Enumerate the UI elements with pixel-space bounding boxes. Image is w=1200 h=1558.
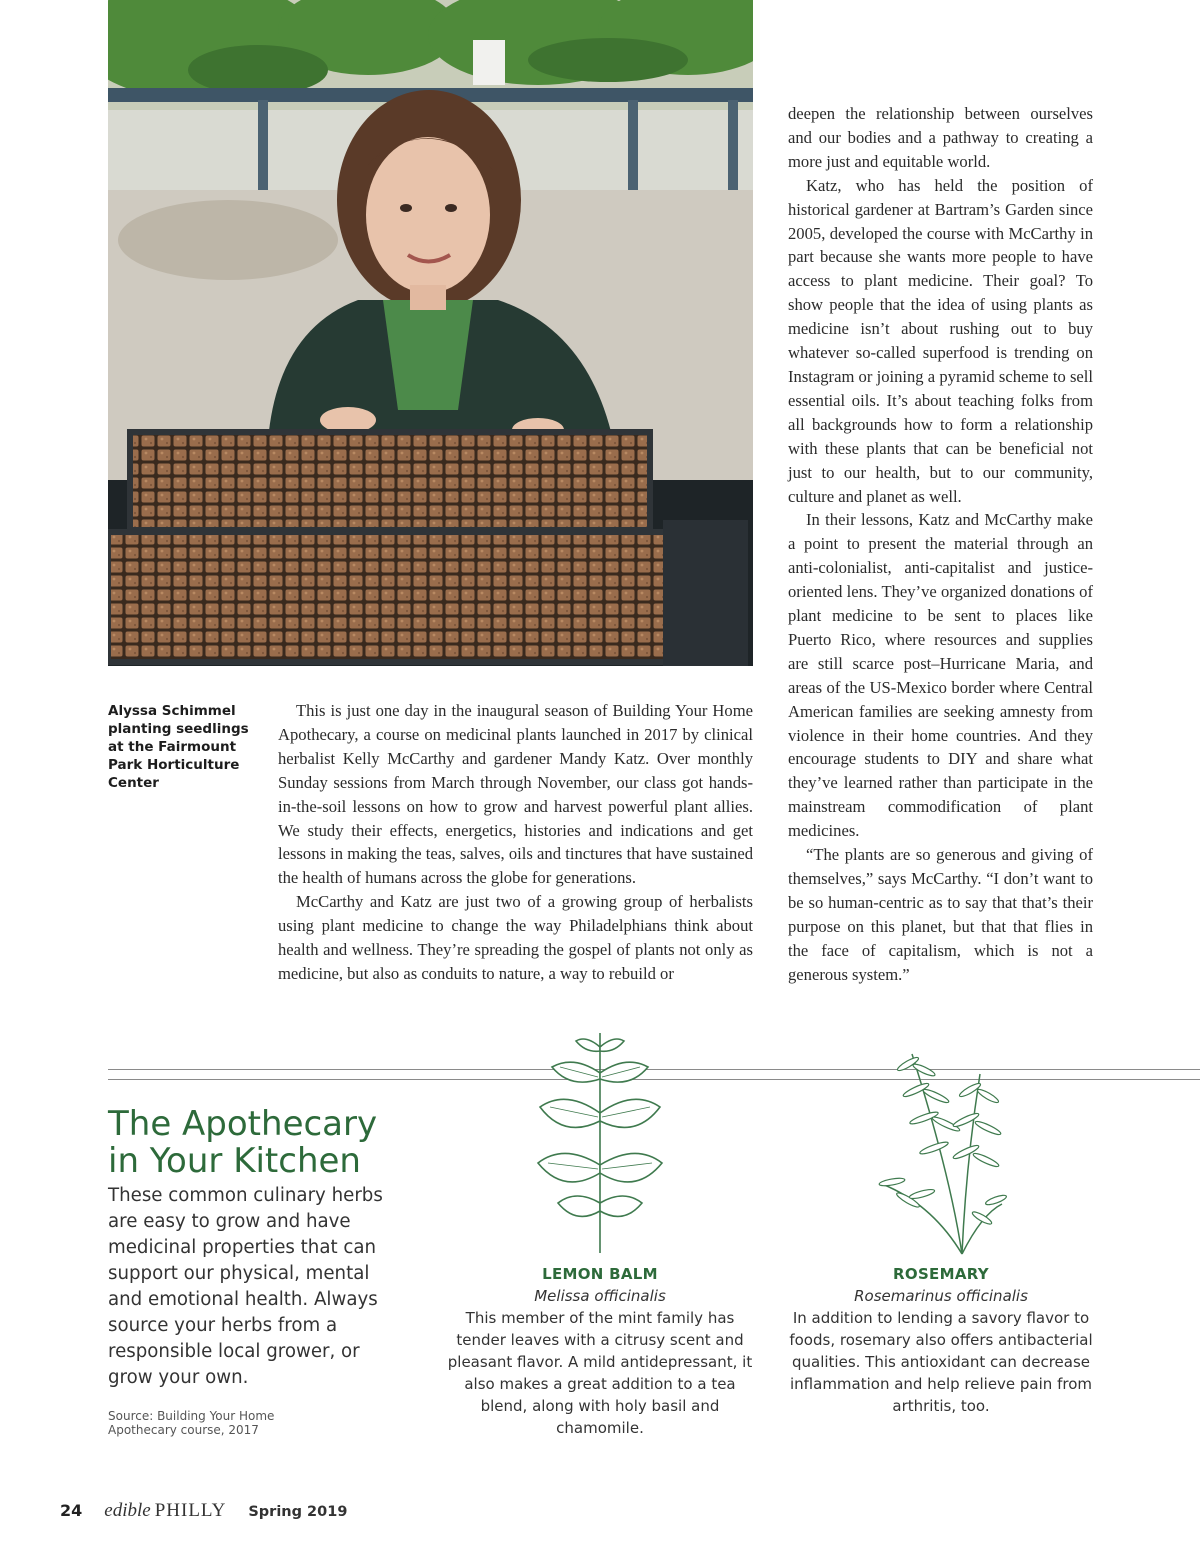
article-column-right: [788, 102, 1093, 987]
publication-name-caps: PHILLY: [154, 1500, 227, 1521]
herb-card-rosemary: [786, 1264, 1096, 1417]
article-paragraph: This is just one day in the inaugural season of Building Your Home Apothecary, a course on medicinal plants launched in 2017 by clinical herbalist Kelly McCarthy and gardener Mandy Katz. Over monthly Sunday sessions from March through November, our class got hands-in-the-soil lessons on how to grow and harvest powerful plant allies. We study their effects, energetics, histories and indications and get lessons in making the teas, salves, oils and tinctures that have sustained the health of humans across the globe for generations.: [278, 701, 753, 888]
herb-card-lemon-balm: [445, 1264, 755, 1439]
article-paragraph: Katz, who has held the position of historical gardener at Bartram’s Garden since 2005, developed the course with McCarthy in part because she wants more people to have access to plant medicine. Their goal? To show people that the idea of using plants as medicine isn’t about rushing out to buy whatever so-called superfood is trending on Instagram or joining a pyramid scheme to sell essential oils. It’s about teaching folks from all backgrounds how to form a relationship with these plants that can be beneficial not just to our health, but to our community, culture and planet as well.: [788, 175, 1093, 506]
source-line: Apothecary course, 2017: [108, 1423, 259, 1437]
herb-description: This member of the mint family has tender leaves with a citrusy scent and pleasant flavor. A mild antidepressant, it also makes a great addition to a tea blend, along with holy basil and chamomile.: [447, 1309, 753, 1437]
lemon-balm-illustration: [530, 1027, 670, 1255]
herb-latin-name: Melissa officinalis: [534, 1287, 666, 1305]
sidebar-title-line: in Your Kitchen: [108, 1141, 361, 1181]
article-paragraph: In their lessons, Katz and McCarthy make a point to present the material through an anti-colonialist, anti-capitalist and justice-oriented lens. They’ve organized donations of plant medicine to be sent to places like Puerto Rico, where resources and supplies are still scarce post–Hurricane Maria, and areas of the US-Mexico border where Central American families are seeking amnesty from violence in their home countries. And they encourage students to DIY and share what they’ve learned rather than participate in the mainstream commodification of plant medicines.: [788, 510, 1093, 841]
publication-name-italic: edible: [104, 1500, 151, 1521]
article-column-middle: [278, 699, 753, 986]
page-number: 24: [60, 1501, 83, 1520]
sidebar-title: [108, 1106, 428, 1180]
photo-of-woman-with-seed-trays: [108, 0, 753, 666]
herb-description: In addition to lending a savory flavor to foods, rosemary also offers antibacterial qualities. This antioxidant can decrease inflammation and help relieve pain from arthritis, too.: [789, 1309, 1093, 1415]
page-footer: [60, 1500, 347, 1524]
photo-caption: Alyssa Schimmel planting seedlings at the Fairmount Park Horticulture Center: [108, 703, 249, 791]
article-paragraph: McCarthy and Katz are just two of a growing group of herbalists using plant medicine to change the way Philadelphians think about health and wellness. They’re spreading the gospel of plants not only as medicine, but also as conduits to nature, a way to rebuild or: [278, 892, 753, 983]
article-paragraph: deepen the relationship between ourselves and our bodies and a pathway to creating a more just and equitable world.: [788, 104, 1093, 171]
source-note: [108, 1409, 328, 1437]
source-line: Source: Building Your Home: [108, 1409, 275, 1423]
herb-name: LEMON BALM: [542, 1265, 658, 1283]
sidebar-intro: These common culinary herbs are easy to grow and have medicinal properties that can support our physical, mental and emotional health. Always source your herbs from a responsible local grower, or grow your own.: [108, 1185, 383, 1388]
herb-name: ROSEMARY: [893, 1265, 989, 1283]
issue-date: Spring 2019: [248, 1504, 348, 1520]
rosemary-illustration: [862, 1034, 1012, 1256]
herb-latin-name: Rosemarinus officinalis: [854, 1287, 1028, 1305]
article-paragraph: “The plants are so generous and giving of themselves,” says McCarthy. “I don’t want to be so human-centric as to say that that’s their purpose on this planet, but that that flies in the face of capitalism, which is not a generous system.”: [788, 845, 1093, 984]
feature-photo: [108, 0, 753, 666]
sidebar-title-line: The Apothecary: [108, 1104, 378, 1144]
